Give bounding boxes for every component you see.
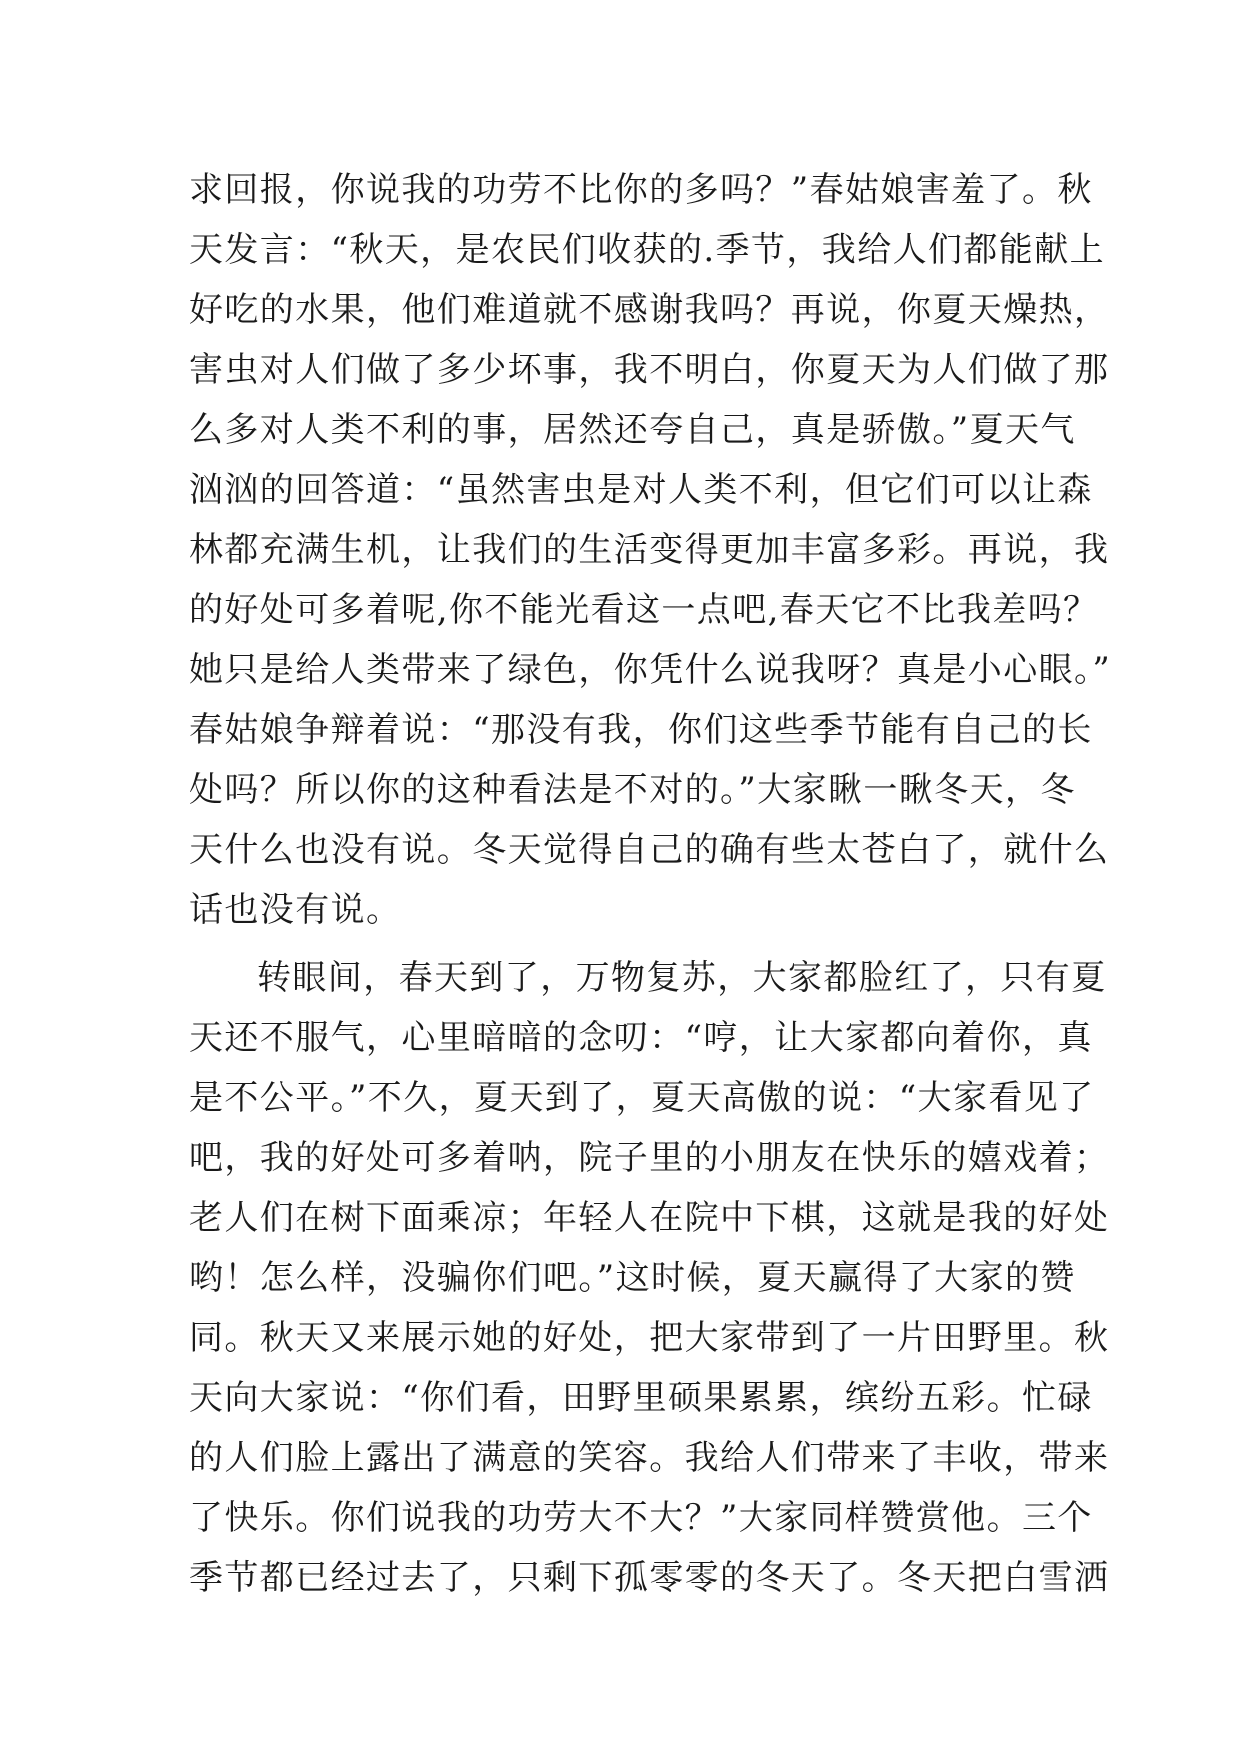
- text-line: 的好处可多着呢,你不能光看这一点吧,春天它不比我差吗？: [189, 590, 1099, 630]
- text-line: 汹汹的回答道：“虽然害虫是对人类不利，但它们可以让森: [189, 470, 1093, 510]
- text-line: 害虫对人们做了多少坏事，我不明白，你夏天为人们做了那: [189, 350, 1110, 390]
- text-line: 是不公平。”不久，夏天到了，夏天高傲的说：“大家看见了: [189, 1078, 1095, 1118]
- text-line: 老人们在树下面乘凉；年轻人在院中下棋，这就是我的好处: [189, 1198, 1110, 1238]
- text-line: 处吗？所以你的这种看法是不对的。”大家瞅一瞅冬天，冬: [189, 770, 1076, 810]
- text-line: 林都充满生机，让我们的生活变得更加丰富多彩。再说，我: [189, 530, 1110, 570]
- text-line: 求回报，你说我的功劳不比你的多吗？”春姑娘害羞了。秋: [189, 170, 1093, 210]
- text-line: 天向大家说：“你们看，田野里硕果累累，缤纷五彩。忙碌: [189, 1378, 1093, 1418]
- text-line: 吧，我的好处可多着呐，院子里的小朋友在快乐的嬉戏着；: [189, 1138, 1110, 1178]
- body-text: [189, 160, 1112, 1608]
- text-line: 天发言：“秋天，是农民们收获的.季节，我给人们都能献上: [189, 230, 1105, 270]
- text-line: 的人们脸上露出了满意的笑容。我给人们带来了丰收，带来: [189, 1438, 1110, 1478]
- paragraph-2: [189, 948, 1110, 1608]
- text-line: 她只是给人类带来了绿色，你凭什么说我呀？真是小心眼。”: [189, 650, 1112, 690]
- text-line: 哟！怎么样，没骗你们吧。”这时候，夏天赢得了大家的赞: [189, 1258, 1076, 1298]
- text-line: 话也没有说。: [189, 890, 402, 930]
- text-line: 好吃的水果，他们难道就不感谢我吗？再说，你夏天燥热，: [189, 290, 1110, 330]
- text-line: 季节都已经过去了，只剩下孤零零的冬天了。冬天把白雪洒: [189, 1558, 1110, 1598]
- text-line: 天什么也没有说。冬天觉得自己的确有些太苍白了，就什么: [189, 830, 1110, 870]
- text-line: 了快乐。你们说我的功劳大不大？”大家同样赞赏他。三个: [189, 1498, 1093, 1538]
- text-line: 春姑娘争辩着说：“那没有我，你们这些季节能有自己的长: [189, 710, 1093, 750]
- text-line: 天还不服气，心里暗暗的念叨：“哼，让大家都向着你，真: [189, 1018, 1093, 1058]
- text-line: 转眼间，春天到了，万物复苏，大家都脸红了，只有夏: [257, 958, 1107, 998]
- text-line: 同。秋天又来展示她的好处，把大家带到了一片田野里。秋: [189, 1318, 1110, 1358]
- text-line: 么多对人类不利的事，居然还夸自己，真是骄傲。”夏天气: [189, 410, 1076, 450]
- paragraph-gap: [189, 940, 1069, 948]
- paragraph-1: [189, 160, 1112, 940]
